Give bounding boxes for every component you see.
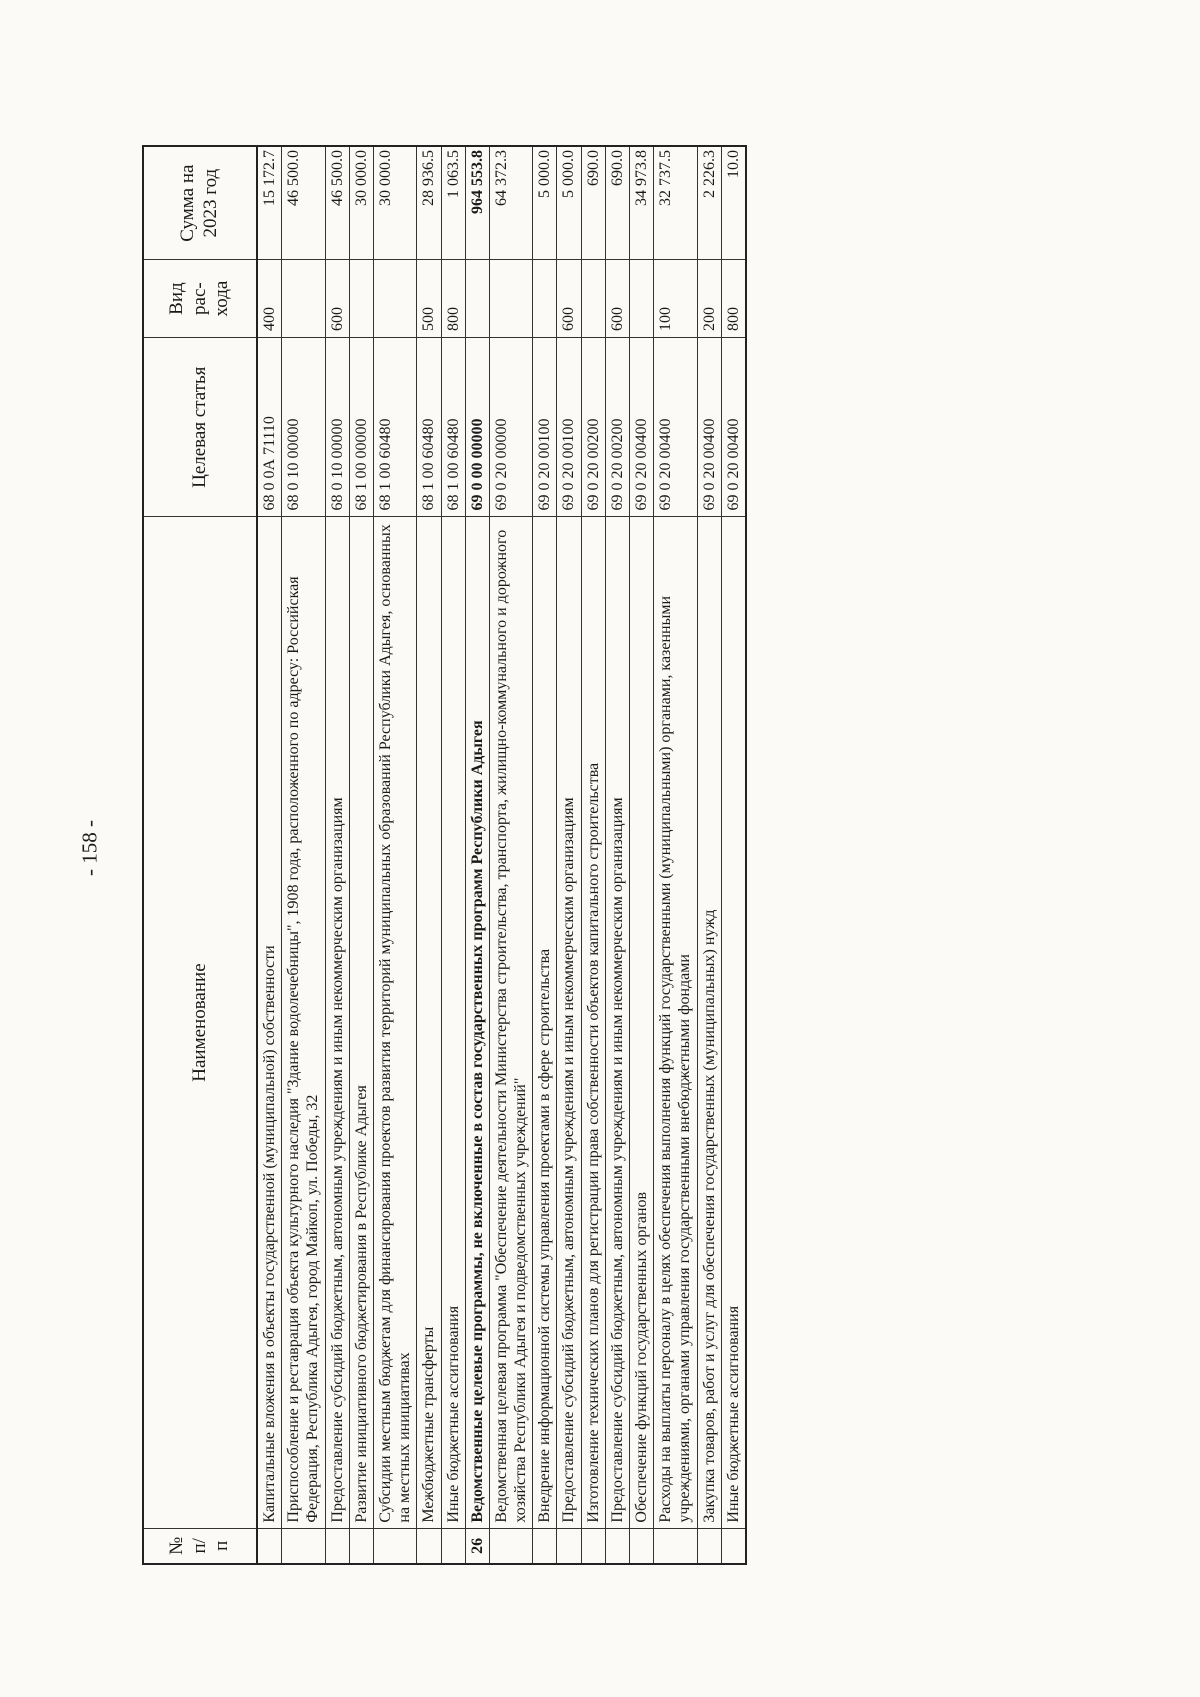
row-expense-type: 200 (697, 260, 721, 338)
row-expense-type: 500 (417, 260, 441, 338)
row-number (257, 1528, 282, 1564)
row-name: Изготовление технических планов для регистрации права собственности объектов капитального строительства (581, 517, 605, 1528)
table-row (373, 146, 416, 1564)
row-target-code: 68 0 10 00000 (325, 337, 349, 516)
row-target-code: 68 0 10 00000 (282, 337, 325, 516)
row-amount: 690.0 (605, 146, 629, 260)
row-number (349, 1528, 373, 1564)
row-expense-type (489, 260, 532, 338)
row-amount: 30 000.0 (373, 146, 416, 260)
row-name: Закупка товаров, работ и услуг для обеспечения государственных (муниципальных) нужд (697, 517, 721, 1528)
row-name: Предоставление субсидий бюджетным, автономным учреждениям и иным некоммерческим организациям (605, 517, 629, 1528)
row-number (654, 1528, 697, 1564)
row-name: Расходы на выплаты персоналу в целях обеспечения выполнения функций государственными (муниципальными) органами, казенными учреждениями, органами управления государственными внебюджетными фондами (654, 517, 697, 1528)
row-amount: 2 226.3 (697, 146, 721, 260)
row-target-code: 69 0 20 00000 (489, 337, 532, 516)
row-name: Развитие инициативного бюджетирования в Республике Адыгея (349, 517, 373, 1528)
row-number (630, 1528, 654, 1564)
row-expense-type: 600 (557, 260, 581, 338)
row-target-code: 69 0 20 00400 (654, 337, 697, 516)
table-row (465, 146, 489, 1564)
row-expense-type: 100 (654, 260, 697, 338)
row-amount: 5 000.0 (557, 146, 581, 260)
row-name: Межбюджетные трансферты (417, 517, 441, 1528)
header-num: № п/п (143, 1528, 257, 1564)
row-expense-type (630, 260, 654, 338)
row-target-code: 69 0 20 00400 (630, 337, 654, 516)
row-amount: 30 000.0 (349, 146, 373, 260)
row-number (533, 1528, 557, 1564)
header-amount: Сумма на 2023 год (143, 146, 257, 260)
row-number (441, 1528, 465, 1564)
row-amount: 34 973.8 (630, 146, 654, 260)
row-target-code: 68 1 00 00000 (349, 337, 373, 516)
row-target-code: 69 0 00 00000 (465, 337, 489, 516)
row-number (282, 1528, 325, 1564)
row-number (557, 1528, 581, 1564)
row-target-code: 69 0 20 00400 (697, 337, 721, 516)
table-row (697, 146, 721, 1564)
row-name: Капитальные вложения в объекты государственной (муниципальной) собственности (257, 517, 282, 1528)
row-expense-type (282, 260, 325, 338)
row-expense-type: 800 (721, 260, 746, 338)
row-number (605, 1528, 629, 1564)
table-row (557, 146, 581, 1564)
row-target-code: 69 0 20 00100 (533, 337, 557, 516)
table-row (533, 146, 557, 1564)
row-name: Ведомственная целевая программа "Обеспечение деятельности Министерства строительства, транспорта, жилищно-коммунального и дорожного хозяйства Республики Адыгея и подведомственных учреждений" (489, 517, 532, 1528)
row-amount: 10.0 (721, 146, 746, 260)
table-row (721, 146, 746, 1564)
row-name: Предоставление субсидий бюджетным, автономным учреждениям и иным некоммерческим организациям (325, 517, 349, 1528)
row-number (697, 1528, 721, 1564)
table-body (257, 146, 746, 1564)
row-amount: 28 936.5 (417, 146, 441, 260)
budget-table (142, 145, 747, 1565)
row-expense-type: 600 (605, 260, 629, 338)
row-target-code: 69 0 20 00200 (605, 337, 629, 516)
row-target-code: 69 0 20 00200 (581, 337, 605, 516)
row-expense-type (533, 260, 557, 338)
row-expense-type (373, 260, 416, 338)
row-amount: 690.0 (581, 146, 605, 260)
table-row (349, 146, 373, 1564)
row-number: 26 (465, 1528, 489, 1564)
row-name: Внедрение информационной системы управления проектами в сфере строительства (533, 517, 557, 1528)
table-row (441, 146, 465, 1564)
table-row (630, 146, 654, 1564)
row-amount: 15 172.7 (257, 146, 282, 260)
row-expense-type (349, 260, 373, 338)
row-name: Субсидии местным бюджетам для финансирования проектов развития территорий муниципальных образований Республики Адыгея, основанных на местных инициативах (373, 517, 416, 1528)
row-name: Ведомственные целевые программы, не включенные в состав государственных программ Республики Адыгея (465, 517, 489, 1528)
row-expense-type: 400 (257, 260, 282, 338)
row-amount: 46 500.0 (325, 146, 349, 260)
table-header-row (143, 146, 257, 1564)
header-type: Вид рас- хода (143, 260, 257, 338)
row-target-code: 68 1 00 60480 (373, 337, 416, 516)
row-number (325, 1528, 349, 1564)
header-name: Наименование (143, 517, 257, 1528)
table-row (605, 146, 629, 1564)
row-amount: 32 737.5 (654, 146, 697, 260)
row-name: Предоставление субсидий бюджетным, автономным учреждениям и иным некоммерческим организациям (557, 517, 581, 1528)
table-row (654, 146, 697, 1564)
row-target-code: 68 1 00 60480 (417, 337, 441, 516)
table-row (489, 146, 532, 1564)
row-target-code: 69 0 20 00400 (721, 337, 746, 516)
row-expense-type: 800 (441, 260, 465, 338)
row-expense-type (465, 260, 489, 338)
row-number (581, 1528, 605, 1564)
row-name: Приспособление и реставрация объекта культурного наследия "Здание водолечебницы", 1908 года, расположенного по адресу: Российская Федерация, Республика Адыгея, город Майкоп, ул. Победы, 32 (282, 517, 325, 1528)
row-amount: 964 553.8 (465, 146, 489, 260)
row-number (489, 1528, 532, 1564)
row-amount: 64 372.3 (489, 146, 532, 260)
header-code: Целевая статья (143, 337, 257, 516)
row-name: Обеспечение функций государственных органов (630, 517, 654, 1528)
row-target-code: 69 0 20 00100 (557, 337, 581, 516)
row-amount: 46 500.0 (282, 146, 325, 260)
table-row (282, 146, 325, 1564)
row-amount: 1 063.5 (441, 146, 465, 260)
table-row (417, 146, 441, 1564)
row-number (417, 1528, 441, 1564)
row-number (721, 1528, 746, 1564)
row-target-code: 68 0 0А 71110 (257, 337, 282, 516)
row-amount: 5 000.0 (533, 146, 557, 260)
page-number: - 158 - (77, 820, 102, 876)
row-number (373, 1528, 416, 1564)
table-row (581, 146, 605, 1564)
table-row (325, 146, 349, 1564)
table-row (257, 146, 282, 1564)
row-expense-type: 600 (325, 260, 349, 338)
row-target-code: 68 1 00 60480 (441, 337, 465, 516)
row-name: Иные бюджетные ассигнования (441, 517, 465, 1528)
row-expense-type (581, 260, 605, 338)
rotated-table-wrapper (142, 145, 1042, 1565)
row-name: Иные бюджетные ассигнования (721, 517, 746, 1528)
